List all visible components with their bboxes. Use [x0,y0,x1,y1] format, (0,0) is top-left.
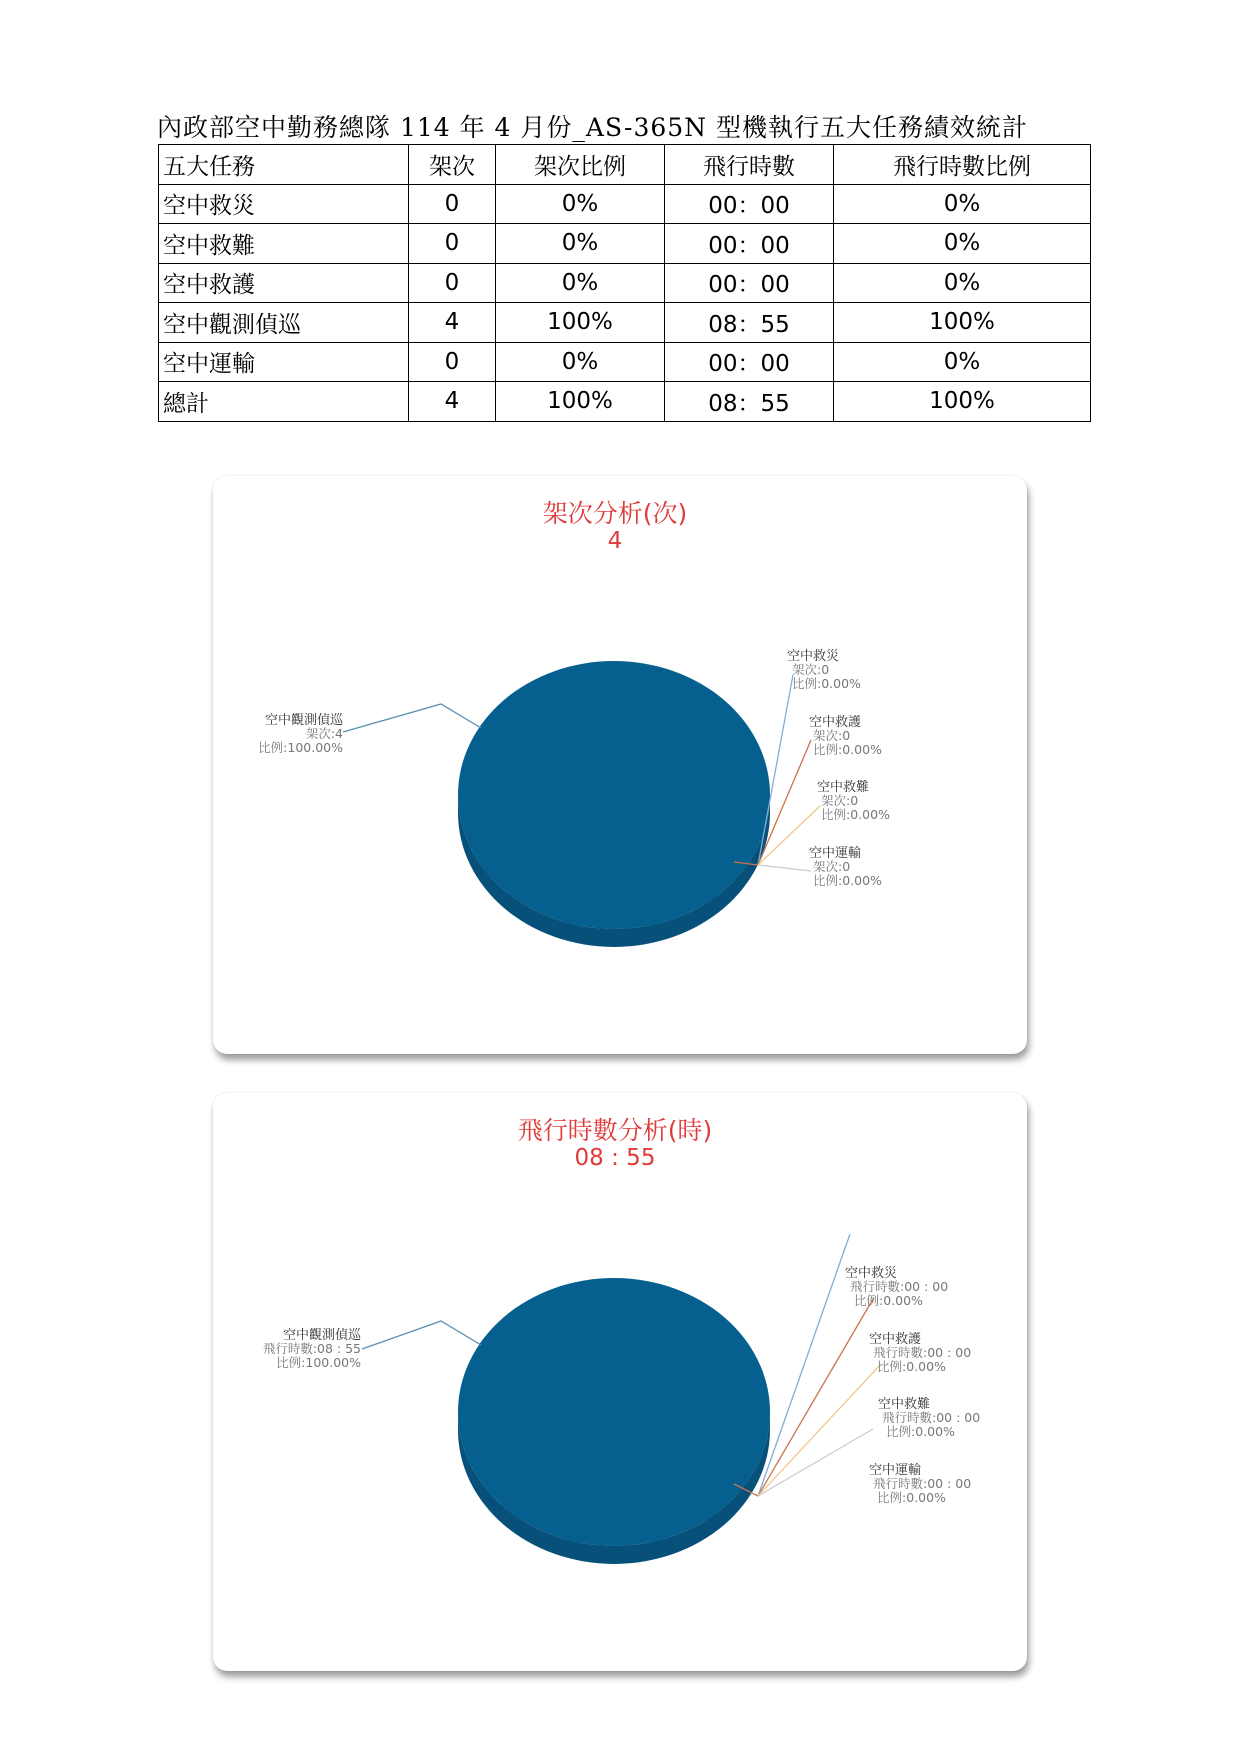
chart-title: 架次分析(次) [542,499,688,528]
chart-total: 4 [607,528,623,554]
label-disaster-ratio: 比例:0.00% [854,1293,923,1308]
label-search-name: 空中救難 [878,1397,931,1412]
sortie-ratio-cell: 0% [496,224,665,264]
hours-cell: 00：00 [665,342,834,382]
header-cell: 架次比例 [496,145,665,185]
label-search-value: 架次:0 [821,793,859,808]
sortie-ratio-cell: 0% [496,263,665,303]
connector-rescue-search [758,1364,881,1496]
hours-ratio-cell: 0% [834,224,1091,264]
label-disaster-name: 空中救災 [845,1266,898,1281]
hours-ratio-cell: 0% [834,263,1091,303]
table-total-row [159,382,1091,422]
label-transport-value: 架次:0 [813,859,851,874]
task-cell: 空中觀測偵巡 [159,303,409,343]
chart-title: 飛行時數分析(時) [517,1116,713,1145]
document-title: 內政部空中勤務總隊 114 年 4 月份_AS-365N 型機執行五大任務績效統計 [157,113,1028,142]
connector-rescue-medical [758,1299,873,1496]
label-medical-value: 架次:0 [813,728,851,743]
header-cell: 飛行時數 [665,145,834,185]
hours-cell: 00：00 [665,184,834,224]
header-cell: 飛行時數比例 [834,145,1091,185]
header-cell: 五大任務 [159,145,409,185]
label-medical-ratio: 比例:0.00% [877,1359,946,1374]
label-aerial-patrol-name: 空中觀測偵巡 [282,1328,361,1343]
label-transport-name: 空中運輸 [869,1463,922,1478]
label-transport-name: 空中運輸 [809,846,862,861]
stats-table [158,144,1091,422]
label-disaster-value: 架次:0 [792,662,830,677]
sortie-ratio-cell: 0% [496,342,665,382]
connector-transport [758,865,811,871]
sortie-cell: 4 [409,303,496,343]
table-row [159,224,1091,264]
label-disaster-name: 空中救災 [787,649,840,664]
sortie-cell: 0 [409,184,496,224]
sortie-cell: 4 [409,382,496,422]
label-medical-name: 空中救護 [809,715,862,730]
label-aerial-patrol-value: 飛行時數:08 : 55 [262,1341,361,1356]
table-row [159,184,1091,224]
hours-cell: 00：00 [665,224,834,264]
sortie-cell: 0 [409,224,496,264]
sortie-cell: 0 [409,263,496,303]
connector-aerial-patrol [343,704,481,732]
hours-ratio-cell: 0% [834,184,1091,224]
pie-slice-aerial-patrol [458,1278,770,1546]
label-aerial-patrol-value: 架次:4 [305,726,343,741]
hours-ratio-cell: 0% [834,342,1091,382]
task-cell: 空中運輸 [159,342,409,382]
hours-pie-chart [213,1093,1027,1671]
label-transport-ratio: 比例:0.00% [813,873,882,888]
label-disaster-value: 飛行時數:00 : 00 [850,1279,949,1294]
label-search-ratio: 比例:0.00% [886,1424,955,1439]
hours-chart-card [213,1093,1027,1671]
task-cell: 總計 [159,382,409,422]
task-cell: 空中救護 [159,263,409,303]
label-aerial-patrol-ratio: 比例:100.00% [276,1355,361,1370]
label-aerial-patrol-ratio: 比例:100.00% [258,740,343,755]
table-row [159,303,1091,343]
label-search-ratio: 比例:0.00% [821,807,890,822]
task-cell: 空中救災 [159,184,409,224]
side-label-group [845,1265,980,1505]
chart-total: 08 : 55 [574,1145,656,1171]
task-cell: 空中救難 [159,224,409,264]
sortie-ratio-cell: 100% [496,382,665,422]
pie-slice-aerial-patrol [458,661,770,929]
sortie-pie-chart [213,476,1027,1054]
table-header-row [159,145,1091,185]
table-row [159,263,1091,303]
header-cell: 架次 [409,145,496,185]
side-label-group [787,648,890,888]
sortie-ratio-cell: 0% [496,184,665,224]
hours-cell: 00：00 [665,263,834,303]
label-transport-ratio: 比例:0.00% [877,1490,946,1505]
connector-aerial-patrol [362,1321,481,1349]
hours-ratio-cell: 100% [834,303,1091,343]
connector-transport [758,1429,873,1496]
label-medical-ratio: 比例:0.00% [813,742,882,757]
hours-cell: 08：55 [665,303,834,343]
label-medical-name: 空中救護 [869,1332,922,1347]
sortie-chart-card [213,476,1027,1054]
connector-rescue-disaster [758,1234,850,1496]
label-search-value: 飛行時數:00 : 00 [882,1410,981,1425]
sortie-ratio-cell: 100% [496,303,665,343]
label-disaster-ratio: 比例:0.00% [792,676,861,691]
table-row [159,342,1091,382]
label-medical-value: 飛行時數:00 : 00 [873,1345,972,1360]
sortie-cell: 0 [409,342,496,382]
hours-ratio-cell: 100% [834,382,1091,422]
label-search-name: 空中救難 [817,780,870,795]
hours-cell: 08：55 [665,382,834,422]
label-transport-value: 飛行時數:00 : 00 [873,1476,972,1491]
label-aerial-patrol-name: 空中觀測偵巡 [264,713,343,728]
